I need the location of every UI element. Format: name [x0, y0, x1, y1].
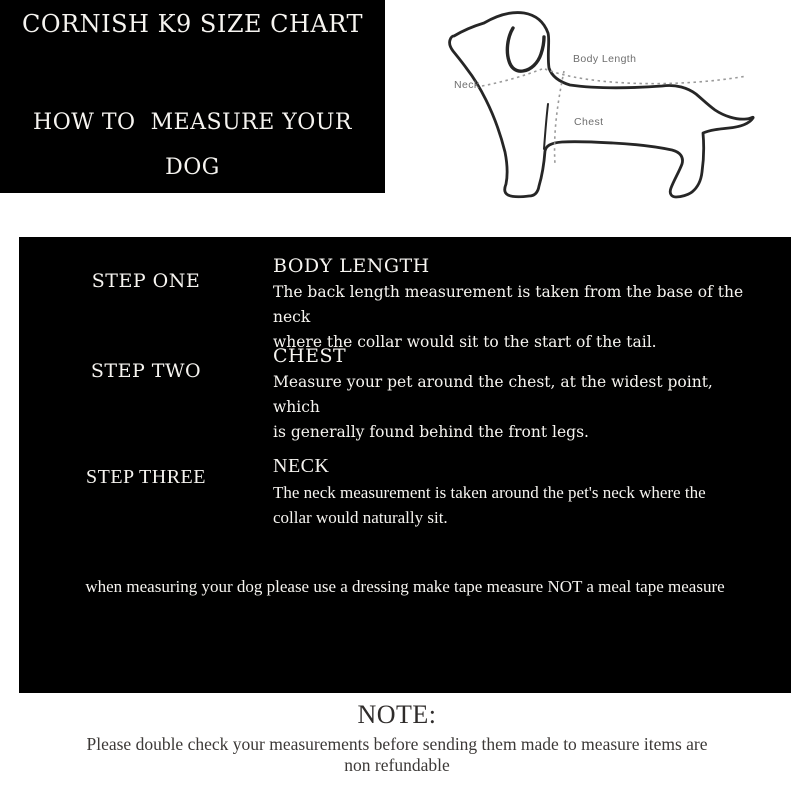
step-one-line-2: where the collar would sit to the start of the tail. — [273, 333, 657, 351]
note-heading: NOTE: — [357, 700, 437, 729]
chest-label: Chest — [574, 116, 604, 128]
page-subtitle — [0, 100, 385, 190]
step-two-heading: CHEST — [273, 345, 347, 367]
note-line-1: Please double check your measurements before sending them made to measure items are — [86, 734, 708, 754]
step-three-content — [273, 453, 791, 530]
note-line-2: non refundable — [344, 755, 450, 775]
neck-label: Neck — [454, 79, 480, 91]
step-three-line-2: collar would naturally sit. — [273, 508, 448, 527]
measuring-warning: when measuring your dog please use a dressing make tape measure NOT a meal tape measure — [85, 577, 725, 596]
step-row-two — [19, 343, 791, 445]
step-three-line-1: The neck measurement is taken around the pet's neck where the — [273, 483, 706, 502]
dog-measurement-diagram — [438, 6, 790, 211]
step-two-content — [273, 343, 791, 445]
step-three-label: STEP THREE — [85, 466, 206, 488]
body-length-label: Body Length — [573, 53, 637, 65]
step-one-heading: BODY LENGTH — [273, 255, 430, 277]
page-title: CORNISH K9 SIZE CHART — [22, 10, 363, 38]
step-two-line-2: is generally found behind the front legs. — [273, 423, 589, 441]
header-panel — [0, 0, 385, 193]
note-text — [0, 734, 794, 776]
step-one-line-1: The back length measurement is taken from the base of the neck — [273, 283, 744, 326]
subtitle-line-2: DOG — [165, 155, 220, 180]
step-three-heading: NECK — [273, 455, 330, 477]
step-two-description — [273, 370, 751, 445]
note-section — [0, 700, 794, 776]
subtitle-line-1: HOW TO MEASURE YOUR — [33, 110, 352, 135]
step-one-content — [273, 253, 791, 355]
body-length-measure-line — [545, 69, 747, 84]
step-row-one — [19, 253, 791, 355]
step-three-description — [273, 480, 751, 530]
step-one-label: STEP ONE — [91, 270, 201, 292]
step-two-label: STEP TWO — [90, 360, 202, 382]
step-row-three — [19, 453, 791, 530]
steps-panel — [19, 237, 791, 693]
dog-body-outline — [450, 13, 754, 197]
dachshund-outline-illustration — [438, 6, 790, 211]
step-two-line-1: Measure your pet around the chest, at the widest point, which — [273, 373, 713, 416]
